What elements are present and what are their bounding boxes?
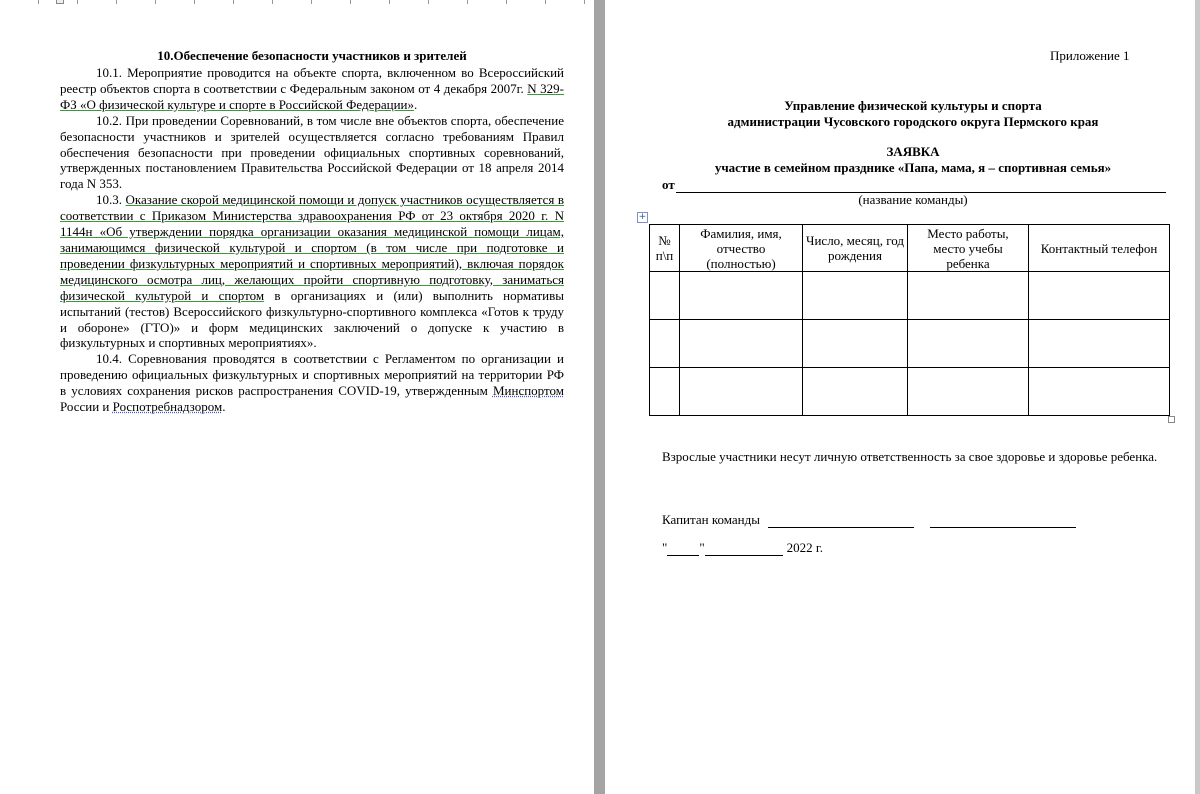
participants-table bbox=[649, 224, 1170, 416]
ruler-indent-marker[interactable] bbox=[56, 0, 64, 4]
table-row bbox=[650, 368, 1170, 416]
paragraph-10-1: 10.1. Мероприятие проводится на объекте спорта, включенном во Всероссийский реестр объектов спорта в соответствии с Федеральным законом от 4 декабря 2007г. N 329-ФЗ «О физической культуре и спорте в Российской Федерации». bbox=[60, 65, 565, 112]
team-name-field[interactable] bbox=[662, 177, 1166, 193]
header-phone: Контактный телефон bbox=[1029, 225, 1170, 272]
table-cell[interactable] bbox=[908, 272, 1029, 320]
table-cell[interactable] bbox=[908, 320, 1029, 368]
table-cell[interactable] bbox=[1029, 368, 1170, 416]
table-cell[interactable] bbox=[803, 272, 908, 320]
from-label: от bbox=[662, 177, 675, 192]
table-header-row bbox=[650, 225, 1170, 272]
header-work-study-place: Место работы, место учебы ребенка bbox=[908, 225, 1029, 272]
table-cell[interactable] bbox=[1029, 320, 1170, 368]
appendix-label: Приложение 1 bbox=[1050, 48, 1130, 63]
table-move-handle-icon[interactable]: + bbox=[638, 212, 647, 222]
section-heading: 10.Обеспечение безопасности участников и зрителей bbox=[157, 48, 467, 63]
date-month-blank[interactable] bbox=[705, 543, 783, 556]
captain-label: Капитан команды bbox=[662, 512, 760, 527]
date-year: 2022 г. bbox=[786, 540, 823, 555]
ruler bbox=[0, 0, 594, 4]
paragraph-10-4: 10.4. Соревнования проводятся в соответствии с Регламентом по организации и проведению официальных физкультурных и спортивных мероприятий на территории РФ в условиях сохранения рисков распространения COVID-19, утвержденным Минспортом России и Роспотребнадзором. bbox=[60, 351, 564, 415]
header-number: № п\п bbox=[650, 225, 680, 272]
title: ЗАЯВКА bbox=[886, 144, 940, 159]
header-full-name: Фамилия, имя, отчество (полностью) bbox=[680, 225, 803, 272]
table-resize-handle[interactable] bbox=[1168, 416, 1175, 423]
paragraph-10-3: 10.3. Оказание скорой медицинской помощи и допуск участников осуществляется в соответствии с Приказом Министерства здравоохранения РФ от 23 октября 2020 г. N 1144н «Об утверждении порядка организации оказания медицинской помощи лицам, занимающимся физической культурой и спортом (в том числе при подготовке и проведении физкультурных мероприятий и спортивных мероприятий), включая порядок медицинского осмотра лиц, желающих пройти спортивную подготовку, заниматься физической культурой и спортом в организациях и (или) выполнить нормативы испытаний (тестов) Всероссийского физкультурно-спортивного комплекса «Готов к труду и обороне» (ГТО)» и форм медицинских заключений о допуске к участию в физкультурных и спортивных мероприятиях». bbox=[60, 192, 565, 351]
captain-signature-blank[interactable] bbox=[768, 515, 914, 528]
paragraph-10-2: 10.2. При проведении Соревнований, в том числе вне объектов спорта, обеспечение безопасности участников и зрителей осуществляется согласно требованиям Правил обеспечения безопасности при проведении официальных спортивных соревнований, утвержденных постановлением Правительства Российской Федерации от 18 апреля 2014 года N 353. bbox=[60, 112, 564, 192]
table-row bbox=[650, 320, 1170, 368]
table-cell[interactable] bbox=[908, 368, 1029, 416]
captain-name-blank[interactable] bbox=[930, 515, 1076, 528]
application-title bbox=[660, 144, 1166, 176]
table-cell[interactable] bbox=[680, 320, 803, 368]
header-birth-date: Число, месяц, год рождения bbox=[803, 225, 908, 272]
date-block: " " 2022 г. bbox=[662, 540, 823, 555]
date-day-blank[interactable] bbox=[667, 543, 699, 556]
responsibility-note: Взрослые участники несут личную ответственность за свое здоровье и здоровье ребенка. bbox=[662, 449, 1158, 464]
subtitle: участие в семейном празднике «Папа, мама, я – спортивная семья» bbox=[714, 160, 1112, 175]
organization-header: Управление физической культуры и спорта администрации Чусовского городского округа Пермского края bbox=[727, 98, 1099, 129]
captain-signature-block bbox=[662, 512, 1076, 528]
table-cell[interactable] bbox=[803, 368, 908, 416]
table-cell[interactable] bbox=[650, 272, 680, 320]
table-cell[interactable] bbox=[680, 368, 803, 416]
table-cell[interactable] bbox=[803, 320, 908, 368]
left-page-text bbox=[60, 48, 564, 415]
vertical-scrollbar[interactable] bbox=[1195, 0, 1200, 794]
table-cell[interactable] bbox=[650, 368, 680, 416]
table-cell[interactable] bbox=[650, 320, 680, 368]
table-cell[interactable] bbox=[1029, 272, 1170, 320]
team-name-caption: (название команды) bbox=[858, 192, 968, 207]
table-cell[interactable] bbox=[680, 272, 803, 320]
table-row bbox=[650, 272, 1170, 320]
